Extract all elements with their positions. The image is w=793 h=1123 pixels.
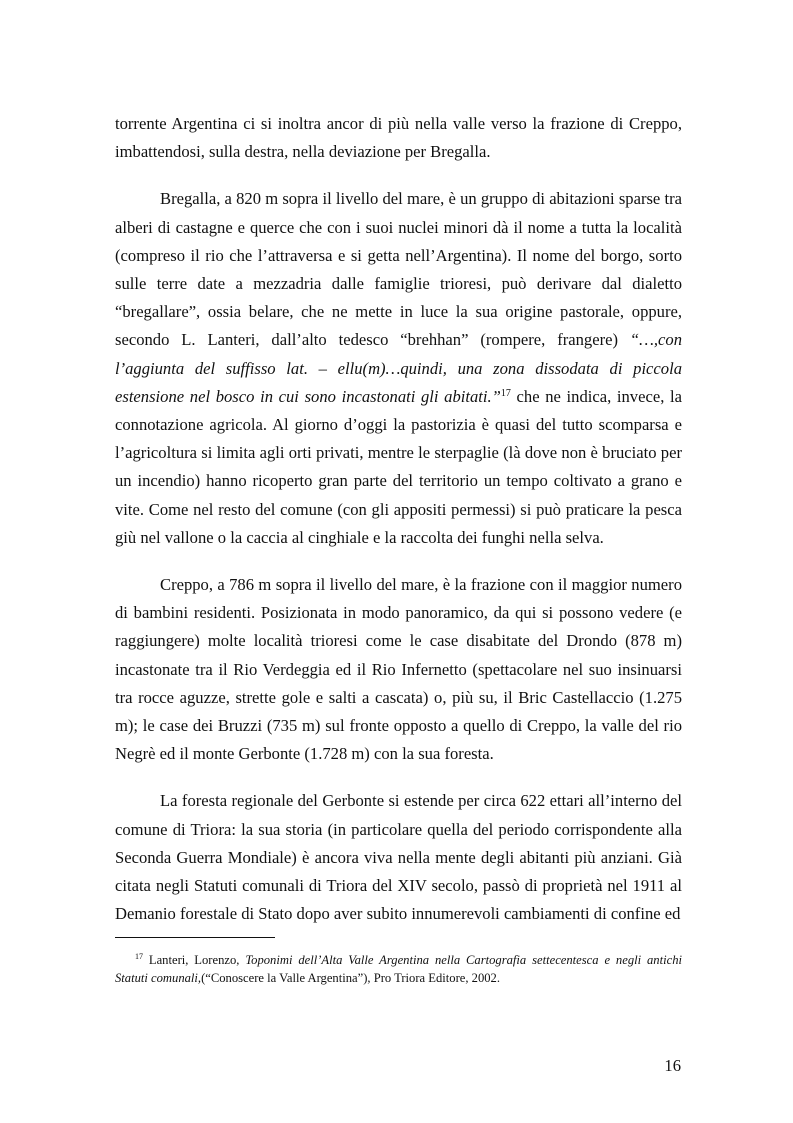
text-segment: La foresta regionale del Gerbonte si estende per circa 622 ettari all’interno del comune di Triora: la sua storia (in particolare quella del periodo corrispondente alla Seconda Guerra Mondiale) è ancora viva nella mente degli abitanti più anziani. Già citata negli Statuti comunali di Triora del XIV secolo, passò di proprietà nel 1911 al Demanio forestale di Stato dopo aver subito innumerevoli cambiamenti di confine ed [115,791,682,924]
text-segment: (“Conoscere la Valle Argentina”), Pro Triora Editore, 2002. [201,970,500,985]
text-segment: Bregalla, a 820 m sopra il livello del mare, è un gruppo di abitazioni sparse tra alberi di castagne e querce che con i suoi nuclei minori dà il nome a tutta la località (compreso il rio che l’attraversa e si getta nell’Argentina). Il nome del borgo, sorto sulle terre date a mezzadria dalle famiglie trioresi, può derivare dal dialetto “bregallare”, ossia belare, che ne mette in luce la sua origine pastorale, oppure, secondo L. Lanteri, dall’alto tedesco “brehhan” (rompere, frangere) [115,189,682,350]
italic-text: “…,con l’aggiunta del suffisso lat. – ellu(m)…quindi, una zona dissodata di piccola estensione nel bosco in cui sono incastonati gli abitati.” [115,330,682,406]
paragraph [115,571,682,768]
body-text [115,110,682,947]
italic-text: Toponimi dell’Alta Valle Argentina nella Cartografia settecentesca e negli antichi Statuti comunali, [115,953,682,985]
footnote-separator [115,937,275,938]
text-segment: che ne indica, invece, la connotazione agricola. Al giorno d’oggi la pastorizia è quasi del tutto scomparsa e l’agricoltura si limita agli orti privati, mentre le sterpaglie (là dove non è bruciato per un incendio) hanno ricoperto gran parte del territorio un tempo coltivato a grano e vite. Come nel resto del comune (con gli appositi permessi) si può praticare la pesca giù nel vallone o la caccia al cinghiale e la raccolta dei funghi nella selva. [115,386,682,547]
footnote-reference: 17 [500,387,511,399]
footnote-reference: 17 [135,952,143,961]
paragraph [115,110,682,166]
paragraph [115,787,682,928]
footnote [115,952,682,987]
page-number: 16 [664,1056,681,1075]
text-segment: torrente Argentina ci si inoltra ancor di più nella valle verso la frazione di Creppo, imbattendosi, sulla destra, nella deviazione per Bregalla. [115,114,682,162]
text-segment: Lanteri, Lorenzo, [143,953,246,967]
text-segment: Creppo, a 786 m sopra il livello del mare, è la frazione con il maggior numero di bambini residenti. Posizionata in modo panoramico, da qui si possono vedere (e raggiungere) molte località trioresi come le case disabitate del Drondo (878 m) incastonate tra il Rio Verdeggia ed il Rio Infernetto (spettacolare nel suo insinuarsi tra rocce aguzze, strette gole e salti a cascata) o, più su, il Bric Castellaccio (1.275 m); le case dei Bruzzi (735 m) sul fronte opposto a quello di Creppo, la valle del rio Negrè ed il monte Gerbonte (1.728 m) con la sua foresta. [115,575,682,764]
paragraph [115,185,682,552]
footnote-text [115,952,682,987]
